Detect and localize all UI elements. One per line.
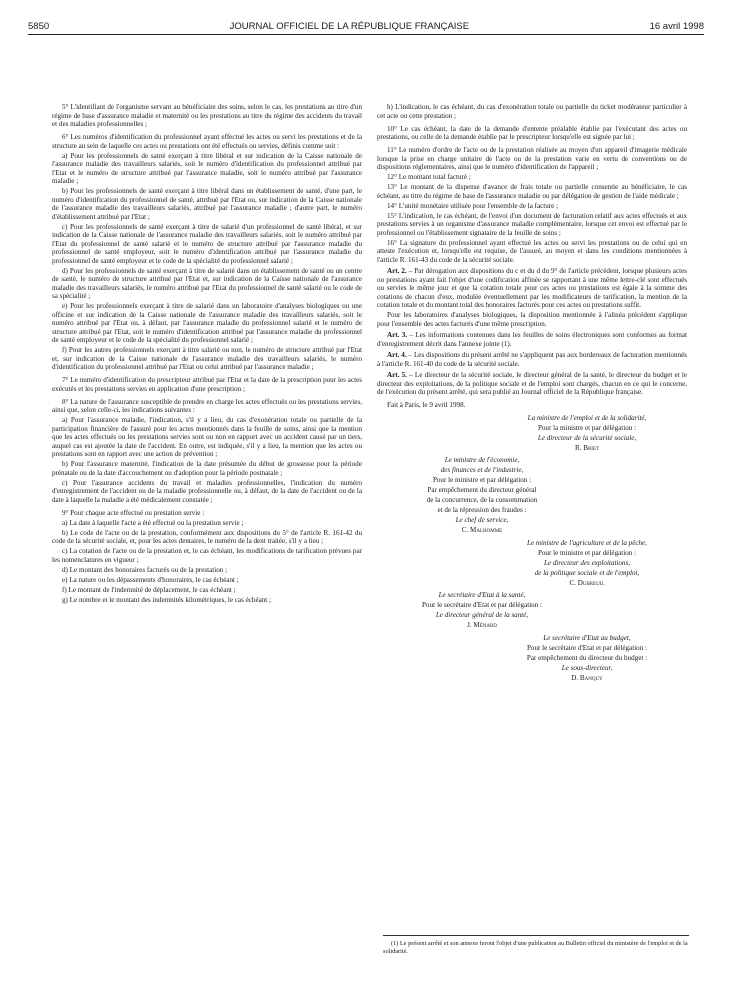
article-4 (377, 351, 687, 368)
paragraph: 5° L'identifiant de l'organisme servant au bénéficiaire des soins, selon le cas, les prestations au titre d'un régime de base d'assurance maladie et maternité ou les prestations au titre du régime des accidents du travail et des maladies professionnelles ; (52, 103, 362, 128)
article-text: – Les informations contenues dans les feuilles de soins électroniques sont conformes au format d'enregistrement décrit dans l'annexe jointe (1). (377, 331, 687, 348)
article-3 (377, 331, 687, 348)
signature-block-sante (377, 591, 687, 630)
paragraph: a) Pour les professionnels de santé exerçant à titre libéral et sur indication de la Caisse nationale de l'assurance maladie des travailleurs salariés, soit le numéro d'identification du professionnel attribué par l'Etat et le numéro de structure attribué par l'assurance maladie, soit le numéro attribué par l'assurance maladie ; (52, 151, 362, 185)
signature-line: Pour le secrétaire d'Etat et par délégation : (421, 601, 543, 609)
signature-line: Le directeur des exploitations, (543, 558, 631, 567)
paragraph: 15° L'indication, le cas échéant, de l'envoi d'un document de facturation relatif aux actes effectués et aux prestations servies à un organisme d'assurance maladie complémentaire, lorsque cet envoi est effectué par le professionnel ou l'établissement signataire de la feuille de soins ; (377, 211, 687, 237)
signature-line: Pour le secrétaire d'Etat et par délégation : (526, 643, 648, 652)
article-label: Art. 3. (387, 331, 408, 339)
paragraph: g) Le nombre et le montant des indemnités kilométriques, le cas échéant ; (62, 595, 272, 604)
signatory-name: R. Briet (574, 443, 600, 452)
paragraph: d) Pour les professionnels de santé exerçant à titre de salarié dans un établissement de santé ou un centre de santé, le numéro de structure attribué par l'Etat et, sur indication de la Caisse nationale de l'assurance maladie des travailleurs salariés, le numéro attribué par l'Etat du professionnel de santé salarié ou le code de sa spécialité ; (52, 266, 362, 300)
article-text: – Les dispositions du présent arrêté ne s'appliquent pas aux bordereaux de facturation mentionnés à l'article R. 161-40 du code de la sécurité sociale. (377, 351, 687, 368)
article-text: – Par dérogation aux dispositions du c et du d du 9° de l'article précédent, lorsque plusieurs actes ou prestations ayant fait l'objet d'une codification affinée se rapportant à une même lettre-clé sont effectués ou servies le même jour et que la cotation totale pour ces actes ou prestations est égale à la somme des cotations de chacun d'eux, modulée éventuellement par les modificateurs de tarification, la mention de la cotation totale et du montant total des honoraires facturés pour ces actes ou prestations suffit. (377, 267, 687, 309)
signatory-name: J. Ménard (467, 621, 497, 629)
right-column (377, 103, 687, 684)
signature-block-agriculture (377, 539, 687, 588)
paragraph: 8° La nature de l'assurance susceptible de prendre en charge les actes effectués ou les prestations servies, ainsi que, selon celle-ci, les indications suivantes : (52, 397, 362, 414)
paragraph: b) Pour les professionnels de santé exerçant à titre libéral dans un établissement de santé, d'une part, le numéro d'identification du professionnel de santé, attribué par l'Etat ou, sur indication de la Caisse nationale de l'assurance maladie des travailleurs salariés, attribué par l'assurance maladie ; d'autre part, le numéro d'établissement attribué par l'Etat ; (52, 187, 362, 221)
paragraph: 9° Pour chaque acte effectué ou prestation servie : (62, 508, 205, 517)
paragraph: 11° Le numéro d'ordre de l'acte ou de la prestation réalisée au moyen d'un appareil d'imagerie médicale lorsque la prise en charge unitaire de l'acte ou de la prestation varie en vertu de conventions ou de dispositions réglementaires, ainsi que le numéro d'identification de l'appareil ; (377, 146, 687, 171)
signature-block-emploi (377, 414, 687, 453)
article-text: Pour les laboratoires d'analyses biologiques, la disposition mentionnée à l'alinéa précédent s'applique pour l'ensemble des actes facturés d'une même prescription. (377, 311, 687, 328)
paragraph: 14° L'unité monétaire utilisée pour l'ensemble de la facture ; (387, 201, 559, 210)
paragraph: 12° Le montant total facturé ; (387, 173, 471, 181)
signature-line: Le secrétaire d'Etat au budget, (543, 633, 631, 642)
signature-line: Le directeur général de la santé, (435, 611, 529, 619)
signature-line: Le directeur de la sécurité sociale, (537, 433, 637, 442)
paragraph: f) Le montant de l'indemnité de déplacement, le cas échéant ; (62, 585, 236, 594)
article-2 (377, 267, 687, 310)
signature-line: de la concurrence, de la consommation (426, 496, 538, 504)
paragraph: f) Pour les autres professionnels exerçant à titre salarié ou non, le numéro de structure attribué par l'Etat et, sur indication de la Caisse nationale de l'assurance maladie des travailleurs salariés, le numéro d'identification du professionnel attribué par l'Etat ou celui attribué par l'assurance maladie ; (52, 346, 362, 371)
signature-block-budget (377, 634, 687, 683)
signature-line: Pour la ministre et par délégation : (537, 423, 637, 432)
paragraph: e) La nature ou les dépassements d'honoraires, le cas échéant ; (62, 575, 239, 584)
article-5 (377, 371, 687, 397)
article-label: Art. 4. (387, 351, 407, 359)
page-header (28, 18, 704, 35)
page-number: 5850 (28, 21, 50, 32)
signature-line: de la politique sociale et de l'emploi, (534, 568, 640, 577)
signature-line: Par empêchement du directeur du budget : (526, 653, 648, 662)
article-text: – Le directeur de la sécurité sociale, le directeur général de la santé, le directeur du budget et le directeur des exploitations, de la politique sociale et de l'emploi sont chargés, chacun en ce qui le concerne, de l'exécution du présent arrêté, qui sera publié au Journal officiel de la République française. (377, 371, 687, 396)
signature-line: des finances et de l'industrie, (440, 466, 524, 474)
signature-line: et de la répression des fraudes : (437, 506, 527, 514)
signature-line: Le secrétaire d'Etat à la santé, (438, 591, 526, 599)
footnote (383, 935, 689, 955)
signature-line: Le ministre de l'économie, (444, 456, 520, 464)
left-column (52, 103, 362, 606)
paragraph: b) Le code de l'acte ou de la prestation, conformément aux dispositions du 5° de l'article R. 161-42 du code de la sécurité sociale, et, pour les actes dentaires, le numéro de la dent traitée, s'il y a lieu ; (52, 528, 362, 545)
paragraph: 16° La signature du professionnel ayant effectué les actes ou servi les prestations ou de celui qui en atteste l'exécution et, lorsqu'elle est requise, de l'assuré, au moyen et dans les conditions mentionnées à l'article R. 161-43 du code de la sécurité sociale. (377, 238, 687, 264)
paragraph: 7° Le numéro d'identification du prescripteur attribué par l'Etat et la date de la prescription pour les actes exécutés et les prestations servies en application d'une prescription ; (52, 376, 362, 393)
article-label: Art. 5. (387, 371, 407, 379)
signature-line: La ministre de l'emploi et de la solidarité, (527, 413, 647, 422)
paragraph: 6° Les numéros d'identification du professionnel ayant effectué les actes ou servi les prestations et de la structure au sein de laquelle ces actes ou prestations ont été effectués ou servies, définis comme suit : (52, 133, 362, 150)
signature-line: Le chef de service, (455, 516, 509, 524)
article-label: Art. 2. (387, 267, 407, 275)
signatory-name: C. Malhomme (461, 526, 503, 534)
paragraph: c) Pour l'assurance accidents du travail et maladies professionnelles, l'indication du numéro d'enregistrement de l'accident ou de la maladie professionnelle ou, à défaut, de la date de l'accident ou de la date à laquelle la maladie a été médicalement constatée ; (52, 478, 362, 504)
signatory-name: C. Dubreuil (569, 578, 605, 587)
paragraph: h) L'indication, le cas échéant, du cas d'exonération totale ou partielle du ticket modérateur particulier à cet acte ou cette prestation ; (377, 103, 687, 120)
paragraph: e) Pour les professionnels exerçant à titre de salarié dans un laboratoire d'analyses biologiques ou une officine et sur indication de la Caisse nationale de l'assurance maladie des travailleurs salariés, soit le numéro attribué par l'Etat ou, à défaut, par l'assurance maladie du professionnel salarié et le numéro de structure attribué par l'Etat, soit le numéro d'identification attribué par l'assurance maladie du professionnel de santé employeur et le code de la spécialité du professionnel salarié ; (52, 302, 362, 344)
signatory-name: D. Banquy (571, 673, 603, 682)
paragraph: a) Pour l'assurance maladie, l'indication, s'il y a lieu, du cas d'exonération totale ou partielle de la participation financière de l'assuré pour les actes mentionnés dans la feuille de soins, ainsi que la mention que les actes effectués ou les prestations servies sont ou non en rapport avec un accident causé par un tiers, auquel cas est ajoutée la date de l'accident. En outre, est indiquée, s'il y a lieu, la mention que les actes ou prestations sont en rapport avec une action de prévention ; (52, 416, 362, 458)
paragraph: 10° Le cas échéant, la date de la demande d'entente préalable établie par l'exécutant des actes ou prestations, ou celle de la demande établie par le prescripteur lorsqu'elle est signée par lui ; (377, 124, 687, 141)
issue-date: 16 avril 1998 (649, 21, 704, 32)
signature-block-economie (377, 456, 687, 535)
paragraph: c) Pour les professionnels de santé exerçant à titre de salarié d'un professionnel de santé libéral, et sur indication de la Caisse nationale de l'assurance maladie des travailleurs salariés, soit le numéro attribué par l'Etat du professionnel de santé salarié et le numéro de structure attribué par l'assurance maladie du professionnel de santé employeur, soit le numéro d'identification attribué par l'assurance maladie du professionnel de santé employeur et le code de la spécialité du professionnel salarié ; (52, 222, 362, 265)
paragraph: 13° Le montant de la dispense d'avance de frais totale ou partielle consentie au bénéficiaire, le cas échéant, au titre du régime de base de l'assurance maladie ou par délégation de gestion de l'aide médicale ; (377, 183, 687, 200)
footnote-text: (1) Le présent arrêté et son annexe feront l'objet d'une publication au Bulletin officiel du ministère de l'emploi et de la solidarité. (383, 940, 688, 955)
signature-line: Le ministre de l'agriculture et de la pêche, (527, 538, 647, 547)
signature-line: Le sous-directeur, (561, 663, 613, 672)
paragraph: d) Le montant des honoraires facturés ou de la prestation ; (62, 565, 228, 574)
paragraph: c) La cotation de l'acte ou de la prestation et, le cas échéant, les modifications de tarification prévues par les nomenclatures en vigueur ; (52, 547, 362, 564)
paragraph: a) La date à laquelle l'acte a été effectué ou la prestation servie ; (62, 518, 244, 527)
paragraph: b) Pour l'assurance maternité, l'indication de la date présumée du début de grossesse pour la période prénatale ou de la date d'accouchement ou d'adoption pour la période postnatale ; (52, 460, 362, 477)
signature-line: Par empêchement du directeur général (427, 486, 537, 494)
signature-line: Pour le ministre et par délégation : (432, 476, 532, 484)
place-date: Fait à Paris, le 9 avril 1998. (387, 401, 466, 409)
journal-title: JOURNAL OFFICIEL DE LA RÉPUBLIQUE FRANÇAISE (229, 21, 470, 32)
signature-line: Pour le ministre et par délégation : (537, 548, 637, 557)
paragraph (377, 311, 687, 328)
